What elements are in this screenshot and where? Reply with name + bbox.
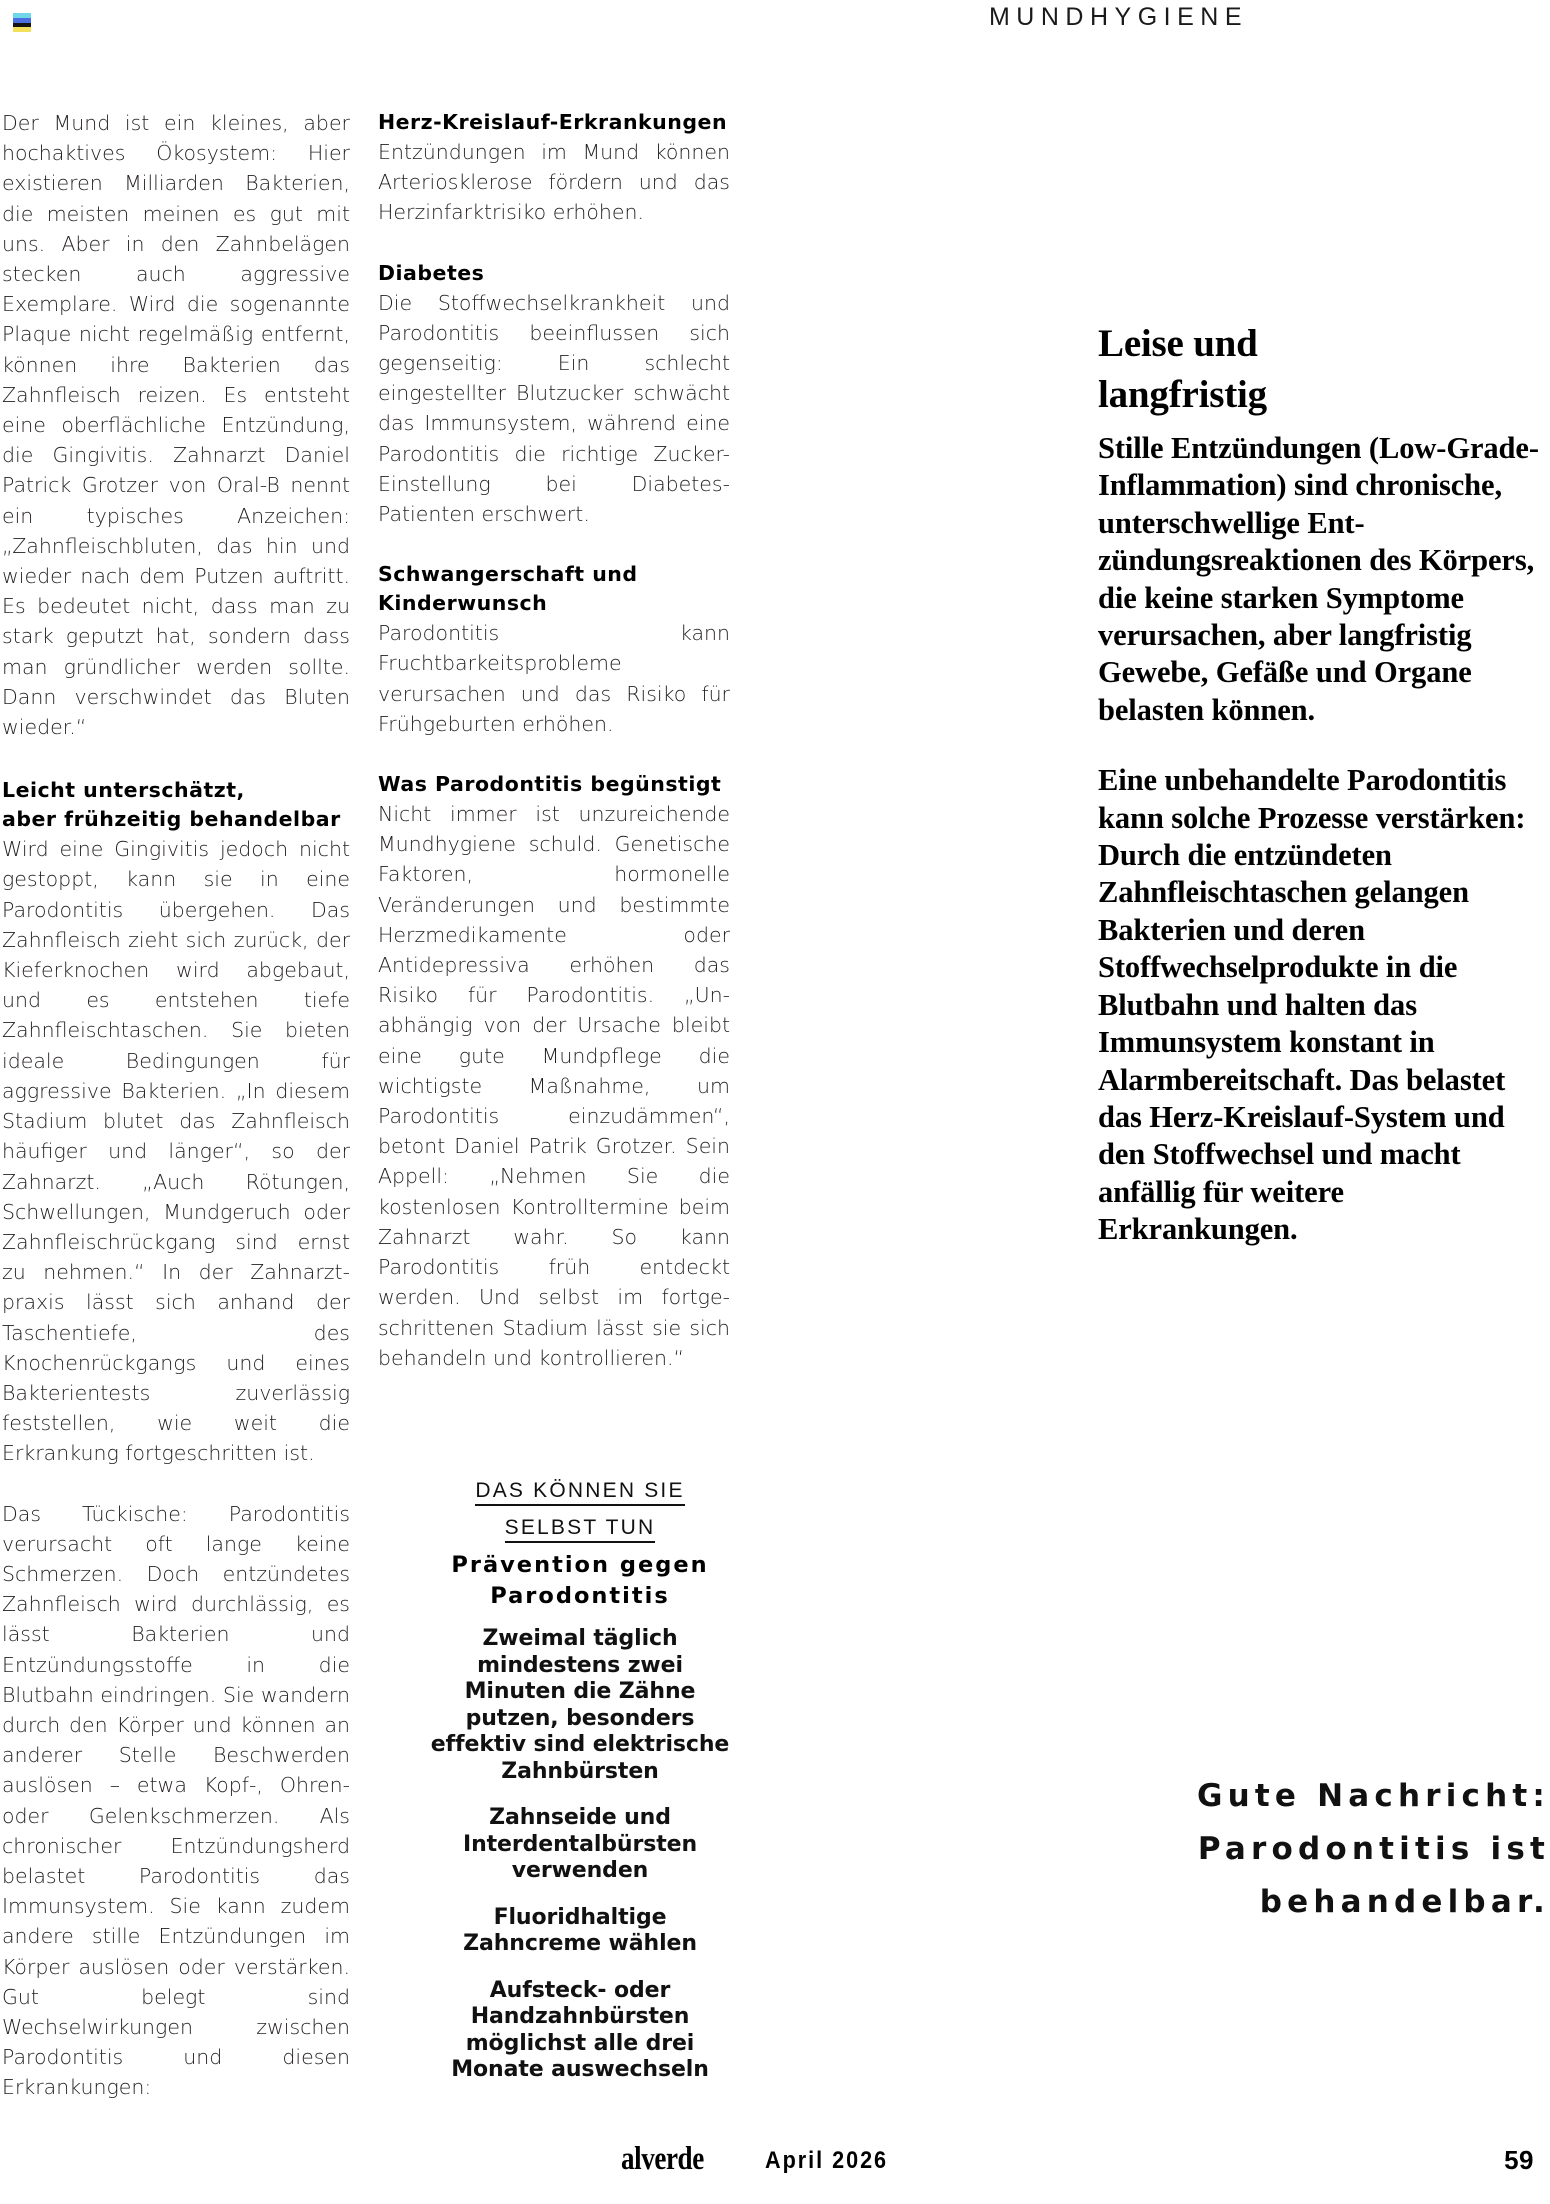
sidebar-heading-line-2: langfristig: [1098, 373, 1267, 416]
subheading-pregnancy-line-1: Schwangerschaft und: [378, 562, 638, 587]
tip-item: Aufsteck- oder Handzahnbürsten möglichst alle drei Monate auswechseln: [451, 1977, 709, 2082]
intro-paragraph: Der Mund ist ein kleines, aber hochaktives Ökosystem: Hier existieren Milliarden Bakterien, die meisten meinen es gut mit uns. Aber in den Zahnbelägen stecken auch aggressive Exemplare. Wird die sogenannte Plaque nicht regelmäßig entfernt, können ihre Bakterien das Zahnfleisch reizen. Es entsteht eine oberflächliche Entzündung, die Gingivitis. Zahnarzt Daniel Patrick Grotzer von Oral-B nennt ein typisches Anzeichen: „Zahnfleischbluten, das hin und wieder nach dem Putzen auftritt. Es bedeutet nicht, dass man zu stark geputzt hat, sondern dass man gründlicher werden sollte. Dann verschwindet das Bluten wieder.“: [2, 111, 350, 740]
pull-quote-line-3: behandelbar.: [1259, 1884, 1550, 1920]
tip-box-title-line-1: Prävention gegen: [451, 1552, 709, 1578]
pull-quote-line-1: Gute Nachricht:: [1196, 1778, 1550, 1814]
tip-box-kicker-line-1: [430, 1474, 730, 1507]
tip-box: [430, 1474, 730, 2084]
paragraph-risk-factors: Nicht immer ist unzureichende Mundhygiene schuld. Genetische Faktoren, hormonelle Veränderungen und bestimmte Herzmedikamente oder Antidepressiva erhöhen das Risiko für Parodontitis. „Unabhängig von der Ursache bleibt eine gute Mundpflege die wichtigste Maßnahme, um Parodontitis einzudämmen“, betont Daniel Patrik Grotzer. Sein Appell: „Nehmen Sie die kostenlosen Kontrolltermine beim Zahnarzt wahr. So kann Parodontitis früh entdeckt werden. Und selbst im fortgeschrittenen Stadium lässt sie sich behandeln und kontrollieren.“: [378, 802, 730, 1370]
paragraph-cardiovascular: Entzündungen im Mund können Arteriosklerose fördern und das Herzinfarktrisiko erhöhen.: [378, 140, 730, 225]
tip-item: Fluoridhaltige Zahncreme wählen: [463, 1904, 697, 1956]
subheading-underestimated-line-1: Leicht unterschätzt,: [2, 778, 245, 803]
page-number: 59: [1504, 2145, 1534, 2175]
paragraph-diabetes: Die Stoffwechselkrankheit und Parodontitis beeinflussen sich gegenseitig: Ein schlecht eingestellter Blutzucker schwächt das Immunsystem, während eine Parodontitis die richtige Zucker-Einstellung bei Diabetes-Patienten erschwert.: [378, 290, 730, 527]
subheading-risk-factors: Was Parodontitis begünstigt: [378, 772, 722, 797]
tip-box-kicker-text-1: DAS KÖNNEN SIE: [475, 1479, 684, 1506]
subheading-diabetes: Diabetes: [378, 260, 485, 285]
tip-item: Zweimal täglich mindestens zwei Minuten die Zähne putzen, besonders effektiv sind elektrische Zahnbürsten: [430, 1626, 730, 1784]
pull-quote: [1030, 1770, 1550, 1929]
tip-box-kicker-line-2: [430, 1511, 730, 1544]
tip-box-title-line-2: Parodontitis: [490, 1583, 670, 1609]
page-footer: [0, 2138, 1550, 2178]
subheading-pregnancy-line-2: Kinderwunsch: [378, 591, 548, 616]
article-column-one: [2, 108, 350, 2103]
section-kicker: MUNDHYGIENE: [988, 3, 1248, 31]
tip-box-title: [430, 1550, 730, 1612]
tip-item: Zahnseide und Interdentalbürsten verwenden: [462, 1805, 698, 1883]
page-header: [0, 0, 1550, 60]
paragraph-gingivitis-progression: Wird eine Gingivitis jedoch nicht gestoppt, kann sie in eine Parodontitis übergehen. Das Zahnfleisch zieht sich zurück, der Kieferknochen wird abgebaut, und es entstehen tiefe Zahnfleischtaschen. Sie bieten ideale Bedingungen für aggressive Bakterien. „In diesem Stadium blutet das Zahnfleisch häufiger und länger“, so der Zahnarzt. „Auch Rötungen, Schwellungen, Mundgeruch oder Zahnfleischrückgang sind ernst zu nehmen.“ In der Zahnarztpraxis lässt sich anhand der Taschentiefe, des Knochenrückgangs und eines Bakterientests zuverlässig feststellen, wie weit die Erkrankung fortgeschritten ist.: [2, 837, 350, 1466]
subheading-underestimated-line-2: aber frühzeitig behandelbar: [2, 807, 341, 832]
pull-quote-line-2: Parodontitis ist: [1197, 1831, 1550, 1867]
subheading-cardiovascular: Herz-Kreislauf-Erkrankungen: [378, 110, 728, 134]
sidebar-column-three: [1098, 322, 1550, 1249]
tip-box-kicker-text-2: SELBST TUN: [505, 1516, 656, 1543]
issue-date: April 2026: [765, 2147, 889, 2174]
magazine-brand: alverde: [621, 2141, 704, 2177]
sidebar-paragraph-two: Eine unbehandelte Parodontitis kann solche Prozesse verstärken: Durch die entzündeten Zahnfleischtaschen gelangen Bakterien und deren Stoffwechselprodukte in die Blutbahn und halten das Immunsystem konstant in Alarmbereitschaft. Das belastet das Herz-Kreislauf-System und den Stoffwechsel und macht anfällig für weitere Erkrankungen.: [1098, 763, 1526, 1247]
paragraph-silent-risk: Das Tückische: Parodontitis verursacht oft lange keine Schmerzen. Doch entzündetes Zahnfleisch wird durchlässig, es lässt Bakterien und Entzündungsstoffe in die Blutbahn eindringen. Sie wandern durch den Körper und können an anderer Stelle Beschwerden auslösen – etwa Kopf-, Ohren- oder Gelenkschmerzen. Als chronischer Entzündungsherd belastet Parodontitis das Immunsystem. Sie kann zudem andere stille Entzündungen im Körper auslösen oder verstärken. Gut belegt sind Wechselwirkungen zwischen Parodontitis und diesen Erkrankungen:: [2, 1501, 350, 2100]
sidebar-paragraph-one: Stille Entzündungen (Low-Grade-Inflammation) sind chronische, unterschwellige Entzündungsreaktionen des Körpers, die keine starken Symptome verursachen, aber langfristig Gewebe, Gefäße und Organe belasten können.: [1098, 431, 1539, 727]
article-column-two: [378, 108, 730, 1373]
sidebar-heading-line-1: Leise und: [1098, 322, 1258, 365]
paragraph-pregnancy: Parodontitis kann Fruchtbarkeitsprobleme verursachen und das Risiko für Frühgeburten erhöhen.: [378, 621, 730, 736]
